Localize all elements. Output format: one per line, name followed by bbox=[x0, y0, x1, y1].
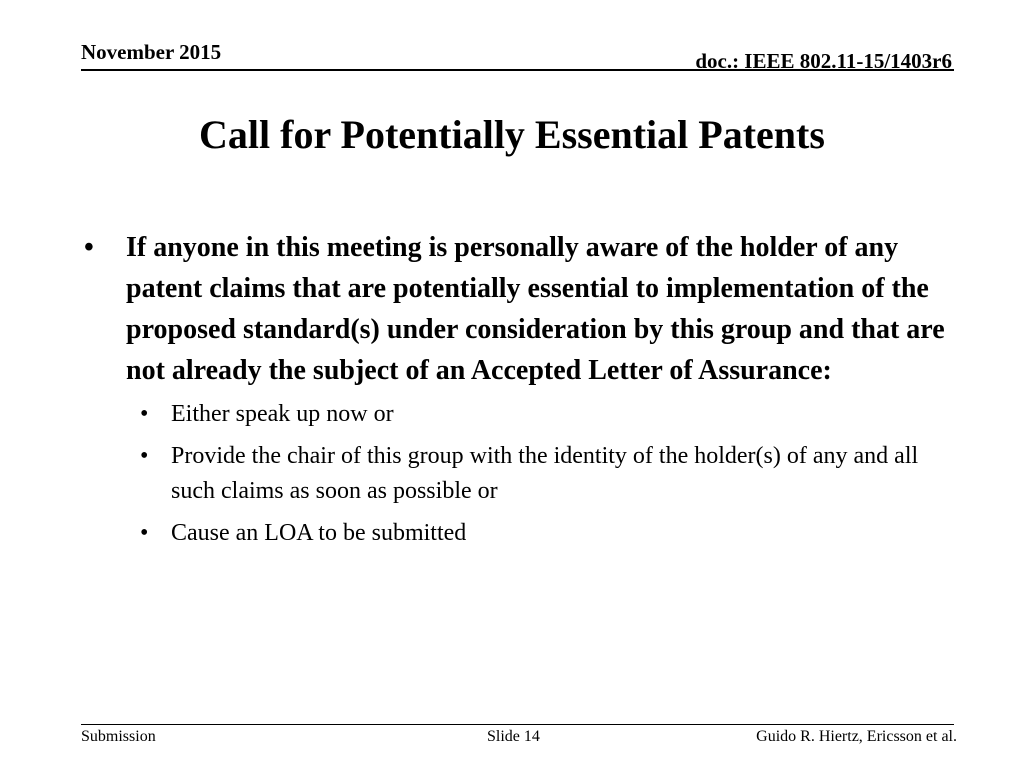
sub-bullet-item bbox=[84, 439, 954, 509]
sub-bullet-item bbox=[84, 516, 954, 551]
footer-author: Guido R. Hiertz, Ericsson et al. bbox=[756, 728, 957, 745]
bullet-icon: • bbox=[140, 443, 149, 469]
bullet-icon: • bbox=[140, 401, 149, 427]
footer-slide-number: Slide 14 bbox=[487, 728, 540, 745]
bullet-icon: • bbox=[140, 520, 149, 546]
sub-bullet-text: Provide the chair of this group with the identity of the holder(s) of any and all such claims as soon as possible or bbox=[171, 443, 919, 504]
sub-bullet-item bbox=[84, 397, 954, 432]
slide-body bbox=[84, 227, 954, 558]
footer-submission: Submission bbox=[81, 728, 156, 745]
bullet-icon: • bbox=[84, 232, 94, 263]
main-bullet-item bbox=[84, 227, 954, 391]
header-doc-id: doc.: IEEE 802.11-15/1403r6 bbox=[695, 49, 952, 73]
sub-bullet-list bbox=[84, 397, 954, 551]
sub-bullet-text: Either speak up now or bbox=[171, 401, 394, 427]
slide-title: Call for Potentially Essential Patents bbox=[199, 112, 825, 157]
main-bullet-text: If anyone in this meeting is personally aware of the holder of any patent claims that are potentially essential to implementation of the proposed standard(s) under consideration by this group and that are not already the subject of an Accepted Letter of Assurance: bbox=[126, 232, 945, 386]
sub-bullet-text: Cause an LOA to be submitted bbox=[171, 520, 467, 546]
footer-divider bbox=[81, 724, 954, 725]
header-date: November 2015 bbox=[81, 40, 222, 64]
header-divider bbox=[81, 69, 954, 71]
